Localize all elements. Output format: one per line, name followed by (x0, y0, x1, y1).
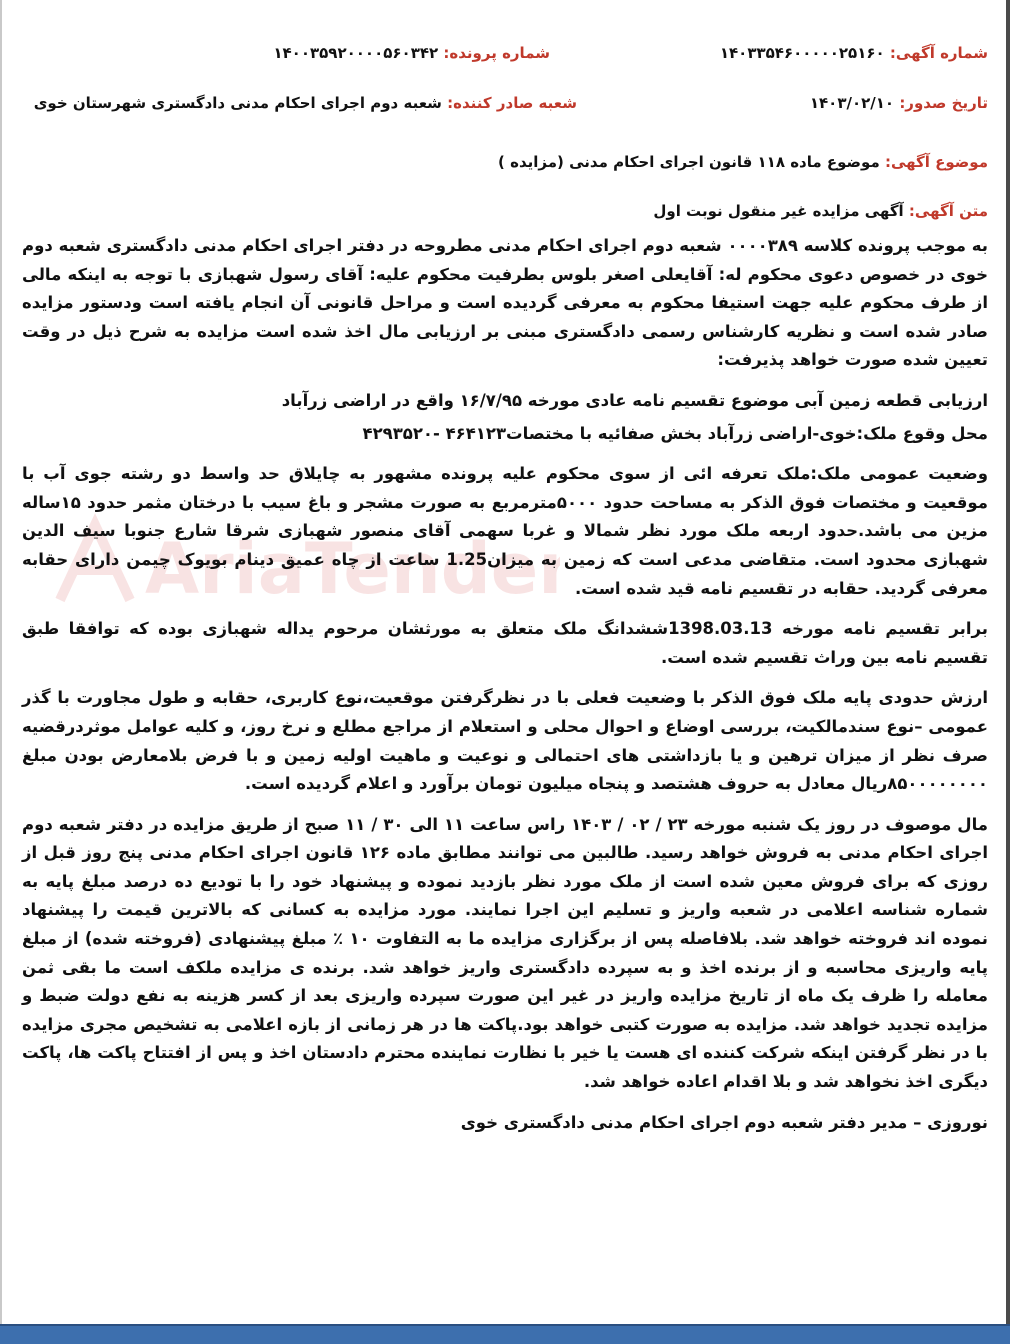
notice-number-value: ۱۴۰۳۳۵۴۶۰۰۰۰۰۲۵۱۶۰ (719, 44, 885, 62)
notice-body (22, 232, 988, 1146)
body-paragraph-division: برابر تقسیم نامه مورخه 1398.03.13ششدانگ ملک متعلق به مورثشان مرحوم یداله شهبازی بوده که توافقا طبق تقسیم نامه بین وراث تقسیم شده است. (22, 619, 988, 667)
issuer (34, 92, 577, 114)
signature: نوروزی – مدیر دفتر شعبه دوم اجرای احکام مدنی دادگستری خوی (460, 1112, 988, 1132)
file-number-value: ۱۴۰۰۳۵۹۲۰۰۰۰۵۶۰۳۴۲ (273, 44, 439, 62)
issue-date-value: ۱۴۰۳/۰۲/۱۰ (809, 94, 895, 112)
notice-subject-value: موضوع ماده ۱۱۸ قانون اجرای احکام مدنی (مزایده ) (498, 153, 880, 171)
notice-subject-label: موضوع آگهی: (884, 153, 988, 171)
file-number-label: شماره پرونده: (443, 44, 550, 62)
notice-number-label: شماره آگهی: (889, 44, 988, 62)
body-paragraph-base-value: ارزش حدودی پایه ملک فوق الذکر با وضعیت فعلی با در نظرگرفتن موقعیت،نوع کاربری، حقابه و طول مجاورت با گذر عمومی –نوع سندمالکیت، بررسی اوضاع و احوال محلی و استعلام از مراجع مطلع و نرخ روز، و کلیه عوامل موثردرقضیه صرف نظر از میزان ترهین و یا بازداشتی های احتمالی و نوعیت و ماهیت اولیه زمین و با فرض بلامعارض بودن مبلغ ۸۵۰۰۰۰۰۰۰۰ریال معادل به حروف هشتصد و پنجاه میلیون تومان برآورد و اعلام گردیده است. (22, 688, 988, 794)
notice-text-label: متن آگهی: (908, 202, 988, 220)
body-paragraph-appraisal: ارزیابی قطعه زمین آبی موضوع تقسیم نامه عادی مورخه ۱۶/۷/۹۵ واقع در اراضی زرآباد (281, 390, 988, 410)
file-number (273, 42, 550, 64)
issue-date-label: تاریخ صدور: (899, 94, 988, 112)
bottom-bar (0, 1324, 1010, 1344)
issue-date (810, 92, 988, 114)
issuer-label: شعبه صادر کننده: (447, 94, 577, 112)
body-paragraph-case: به موجب پرونده کلاسه ۰۰۰۰۳۸۹ شعبه دوم اجرای احکام مدنی مطروحه در دفتر اجرای احکام مدنی دادگستری شعبه دوم خوی در خصوص دعوی محکوم له: آقایعلی اصغر بلوس بطرفیت محکوم علیه: آقای رسول شهبازی با توجه به اینکه مالی از طرف محکوم علیه جهت استیفا محکوم به معرفی گردیده است و مراحل قانونی آن انجام یافته است ودستور مزایده صادر شده است و نظریه کارشناس رسمی دادگستری مبنی بر ارزیابی مال اخذ شده است مزایده به شرح ذیل در وقت تعیین شده صورت خواهد پذیرفت: (22, 236, 988, 370)
issuer-value: شعبه دوم اجرای احکام مدنی دادگستری شهرستان خوی (33, 94, 442, 112)
body-paragraph-location: محل وقوع ملک:خوی-اراضی زرآباد بخش صفائیه با مختصات۴۶۴۱۲۳ -۴۲۹۳۵۲۰ (362, 423, 988, 443)
body-paragraph-auction-terms: مال موصوف در روز یک شنبه مورخه ۲۳ / ۰۲ / ۱۴۰۳ راس ساعت ۱۱ الی ۳۰ / ۱۱ صبح از طریق مزایده در دفتر شعبه دوم اجرای احکام مدنی به فروش خواهد رسید. طالبین می توانند مطابق ماده ۱۲۶ قانون اجرای احکام مدنی پنج روز قبل از روزی که برای فروش معین شده است از ملک مورد نظر بازدید نموده و پیشنهاد خود را با تودیع ده درصد مبلغ پایه به شماره شناسه اعلامی در شعبه واریز و تسلیم این اجرا نمایند. مورد مزایده به کسانی که بالاترین قیمت را پیشنهاد نموده اند فروخته خواهد شد. بلافاصله پس از برگزاری مزایده ما به التفاوت ۱۰ ٪ مبلغ پیشنهادی (فروخته شده) از مبلغ پایه واریزی محاسبه و از برنده اخذ و به سپرده دادگستری واریز خواهد شد. برنده ی مزایده ملکف است ما بقی ثمن معامله را ظرف یک ماه از تاریخ مزایده واریز در غیر این صورت سپرده واریزی بعد از کسر هزینه به نفع دولت ضبط و مزایده تجدید خواهد شد. مزایده به صورت کتبی خواهد بود.پاکت ها در هر زمانی از بازه اعلامی به تشخیص مجری مزایده با در نظر گرفتن اینکه شرکت کننده ای هست یا خیر با نظارت نماینده محترم دادستان اخذ و پس از افتتاح پاکت ها، پاکت دیگری اخذ نخواهد شد و بلا اقدام اعاده خواهد شد. (22, 814, 989, 1092)
notice-text-heading (653, 200, 988, 222)
body-paragraph-property-status: وضعیت عمومی ملک:ملک تعرفه ائی از سوی محکوم علیه پرونده مشهور به چایلاق حد واسط دو رشته جوی آب با موقعیت و مختصات فوق الذکر به مساحت حدود ۵۰۰۰مترمربع به صورت مشجر و باغ سیب با درختان مثمر حدود ۱۵ساله مزین می باشد.حدود اربعه ملک مورد نظر شمالا و غربا سهمی آقای منصور شهبازی شرقا شارع جنوبا سیف الدین شهبازی محدود است. متقاضی مدعی است که زمین به میزان1.25 ساعت از چاه عمیق دینام بویوک چیمن دارای حقابه معرفی گردید. حقابه در تقسیم نامه قید شده است. (22, 464, 989, 598)
notice-subject (498, 151, 988, 173)
notice-text-title: آگهی مزایده غیر منقول نوبت اول (653, 202, 904, 220)
notice-number (720, 42, 988, 64)
